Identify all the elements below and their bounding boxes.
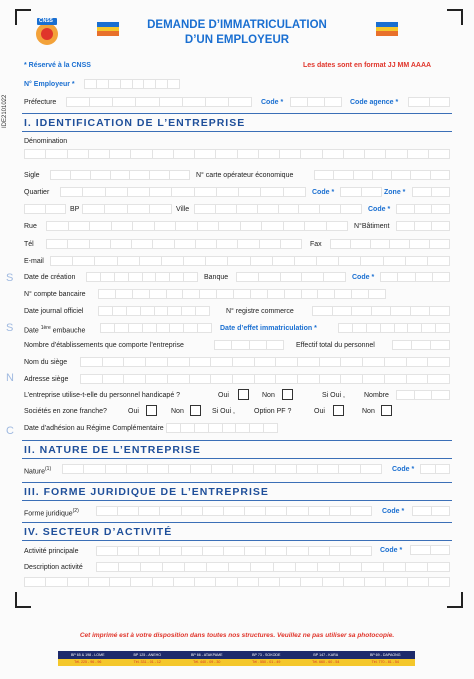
batiment-label: N°Bâtiment xyxy=(354,223,390,230)
agency-code-label: Code agence * xyxy=(350,99,399,106)
email-label: E-mail xyxy=(24,258,44,265)
side-letter: N xyxy=(6,372,14,384)
legal-form-code-label: Code * xyxy=(382,508,405,515)
agency-code-field[interactable] xyxy=(408,97,450,107)
bank-account-label: N° compte bancaire xyxy=(24,291,86,298)
office-phone: Tél. 331 - 01 - 12 xyxy=(133,660,161,664)
office-phone: Tél. 440 - 09 - 30 xyxy=(193,660,221,664)
disabled-non-checkbox[interactable] xyxy=(282,389,293,400)
operator-card-label: N° carte opérateur économique xyxy=(196,172,294,179)
free-zone-non-checkbox[interactable] xyxy=(190,405,201,416)
office-address: BP 65 & 198 - LOME xyxy=(71,653,105,657)
bp-label: BP xyxy=(70,206,80,213)
side-letter: S xyxy=(6,272,14,284)
side-letter: S xyxy=(6,322,14,334)
zone-label: Zone * xyxy=(384,189,406,196)
head-office-name-label: Nom du siège xyxy=(24,359,68,366)
pf-non-checkbox[interactable] xyxy=(381,405,392,416)
pf-oui-checkbox[interactable] xyxy=(333,405,344,416)
denomination-field[interactable] xyxy=(24,149,450,159)
rc-date-label: Date d’adhésion au Régime Complémentaire xyxy=(24,425,164,432)
office-phone: Tél. 660 - 60 - 54 xyxy=(312,660,340,664)
form-reference-vertical: IDE2101022 xyxy=(2,94,8,128)
creation-date-label: Date de création xyxy=(24,274,76,281)
section-title-activity-sector: IV. SECTEUR D’ACTIVITÉ xyxy=(24,526,173,538)
section-divider xyxy=(22,131,452,132)
office-address: BP 66 - ATAKPAME xyxy=(191,653,223,657)
effective-date-label: Date d’effet immatriculation * xyxy=(220,325,317,332)
free-zone-oui-checkbox[interactable] xyxy=(146,405,157,416)
banque-label: Banque xyxy=(204,274,229,281)
journal-date-label: Date journal officiel xyxy=(24,308,84,315)
fax-label: Fax xyxy=(310,241,322,248)
trade-register-field[interactable] xyxy=(312,306,450,316)
section-divider xyxy=(22,540,452,541)
prefecture-code-field[interactable] xyxy=(290,97,342,107)
nature-footnote-ref: (1) xyxy=(45,466,52,472)
first-hire-label-pre: Date xyxy=(24,327,41,335)
email-field[interactable] xyxy=(50,256,450,266)
offices-band-bottom xyxy=(58,659,415,666)
office-address: BP 69 - DAPAONG xyxy=(369,653,401,657)
nature-label xyxy=(24,465,51,476)
free-zone-oui-label: Oui xyxy=(128,408,139,415)
quartier-field[interactable] xyxy=(60,187,306,197)
office-phone: Tél . 550 - 01 - 49 xyxy=(252,660,281,664)
activity-code-field[interactable] xyxy=(410,545,450,555)
free-zone-non-label: Non xyxy=(171,408,184,415)
section-title-legal-form: III. FORME JURIDIQUE DE L’ENTREPRISE xyxy=(24,486,269,498)
first-hire-field[interactable] xyxy=(100,323,212,333)
activity-description-field-2[interactable] xyxy=(24,577,450,587)
quartier-code-label: Code * xyxy=(312,189,335,196)
zone-field[interactable] xyxy=(412,187,450,197)
activity-code-label: Code * xyxy=(380,547,403,554)
first-hire-label-sup: 1ère xyxy=(40,325,51,331)
logo-text: CNSS xyxy=(39,18,53,24)
bank-code-label: Code * xyxy=(352,274,375,281)
rue-field[interactable] xyxy=(46,221,348,231)
offices-band-top xyxy=(58,651,415,659)
pf-oui-label: Oui xyxy=(314,408,325,415)
legal-form-code-field[interactable] xyxy=(412,506,450,516)
section-divider xyxy=(22,482,452,483)
section-divider xyxy=(22,522,452,523)
banque-field[interactable] xyxy=(236,272,346,282)
section-title-nature: II. NATURE DE L’ENTREPRISE xyxy=(24,444,201,456)
batiment-field[interactable] xyxy=(396,221,450,231)
form-title-line2: D’UN EMPLOYEUR xyxy=(184,34,290,46)
sigle-field[interactable] xyxy=(50,170,190,180)
footer-notice: Cet imprimé est à votre disposition dans toutes nos structures. Veuillez ne pas utiliser sa photocopie. xyxy=(79,632,395,639)
rue-label: Rue xyxy=(24,223,37,230)
operator-card-field[interactable] xyxy=(314,170,450,180)
ville-code-field[interactable] xyxy=(396,204,450,214)
pf-non-label: Non xyxy=(362,408,375,415)
disabled-oui-checkbox[interactable] xyxy=(238,389,249,400)
nature-label-text: Nature xyxy=(24,468,46,476)
ville-code-label: Code * xyxy=(368,206,391,213)
fax-field[interactable] xyxy=(330,239,450,249)
bank-account-field[interactable] xyxy=(98,289,386,299)
section-divider xyxy=(22,113,452,114)
first-hire-label-post: embauche xyxy=(50,327,86,335)
ville-label: Ville xyxy=(176,206,190,213)
journal-date-field[interactable] xyxy=(98,306,210,316)
tel-field[interactable] xyxy=(46,239,302,249)
bp-field[interactable] xyxy=(82,204,172,214)
bp-field-left[interactable] xyxy=(24,204,66,214)
nature-code-field[interactable] xyxy=(420,464,450,474)
main-activity-label: Activité principale xyxy=(24,548,79,555)
disabled-staff-question: L’entreprise utilise-t-elle du personnel handicapé ? xyxy=(24,392,181,399)
section-divider xyxy=(22,500,452,501)
disabled-oui-label: Oui xyxy=(218,392,229,399)
head-office-address-label: Adresse siège xyxy=(24,376,69,383)
disabled-nombre-label: Nombre xyxy=(364,392,389,399)
disabled-si-oui-label: Si Oui , xyxy=(322,392,345,399)
section-divider xyxy=(22,440,452,441)
establishments-field[interactable] xyxy=(214,340,284,350)
rc-date-field[interactable] xyxy=(166,423,278,433)
total-staff-label: Effectif total du personnel xyxy=(296,342,375,349)
office-address: BP 125 - ANEHO xyxy=(133,653,161,657)
office-phone: Tél. 770 - 81 - 54 xyxy=(371,660,399,664)
free-zone-si-oui-label: Si Oui , xyxy=(212,408,235,415)
legal-form-label-text: Forme juridique xyxy=(24,510,73,518)
office-phone: Tél. 225 - 96 - 96 xyxy=(74,660,102,664)
head-office-address-field[interactable] xyxy=(80,374,450,384)
pf-option-label: Option PF ? xyxy=(254,408,292,415)
main-activity-field[interactable] xyxy=(96,546,372,556)
denomination-label: Dénomination xyxy=(24,138,68,145)
section-title-identification: I. IDENTIFICATION DE L’ENTREPRISE xyxy=(24,117,246,129)
establishments-label: Nombre d’établissements que comporte l’entreprise xyxy=(24,342,184,349)
disabled-non-label: Non xyxy=(262,392,275,399)
nature-field[interactable] xyxy=(62,464,382,474)
tel-label: Tél xyxy=(24,241,34,248)
activity-description-label: Description activité xyxy=(24,564,83,571)
employer-no-label: N° Employeur * xyxy=(24,81,75,88)
form-title-line1: DEMANDE D’IMMATRICULATION xyxy=(147,19,327,31)
legal-form-label xyxy=(24,507,79,518)
prefecture-label: Préfecture xyxy=(24,99,57,106)
effective-date-field[interactable] xyxy=(338,323,450,333)
sigle-label: Sigle xyxy=(24,172,40,179)
reserved-label: * Réservé à la CNSS xyxy=(24,62,91,69)
side-letter: C xyxy=(6,425,14,437)
nature-code-label: Code * xyxy=(392,466,415,473)
total-staff-field[interactable] xyxy=(392,340,450,350)
offices-band xyxy=(58,651,415,666)
activity-description-field-1[interactable] xyxy=(96,562,450,572)
disabled-count-field[interactable] xyxy=(396,390,450,400)
prefecture-field[interactable] xyxy=(66,97,252,107)
section-divider xyxy=(22,458,452,459)
office-address: BP 73 - SOKODE xyxy=(252,653,281,657)
corner-mark-br xyxy=(447,592,463,608)
corner-mark-bl xyxy=(15,592,31,608)
trade-register-label: N° registre commerce xyxy=(226,308,294,315)
legal-form-footnote-ref: (2) xyxy=(72,508,79,514)
bank-code-field[interactable] xyxy=(380,272,450,282)
ville-field[interactable] xyxy=(194,204,362,214)
date-format-note: Les dates sont en format JJ MM AAAA xyxy=(303,62,432,69)
office-address: BP 147 - KARA xyxy=(313,653,339,657)
employer-no-field[interactable] xyxy=(84,79,180,89)
creation-date-field[interactable] xyxy=(86,272,198,282)
head-office-name-field[interactable] xyxy=(80,357,450,367)
first-hire-label xyxy=(24,324,85,335)
free-zone-question: Sociétés en zone franche? xyxy=(24,408,107,415)
quartier-label: Quartier xyxy=(24,189,50,196)
legal-form-field[interactable] xyxy=(96,506,372,516)
quartier-code-field[interactable] xyxy=(340,187,382,197)
prefecture-code-label: Code * xyxy=(261,99,284,106)
